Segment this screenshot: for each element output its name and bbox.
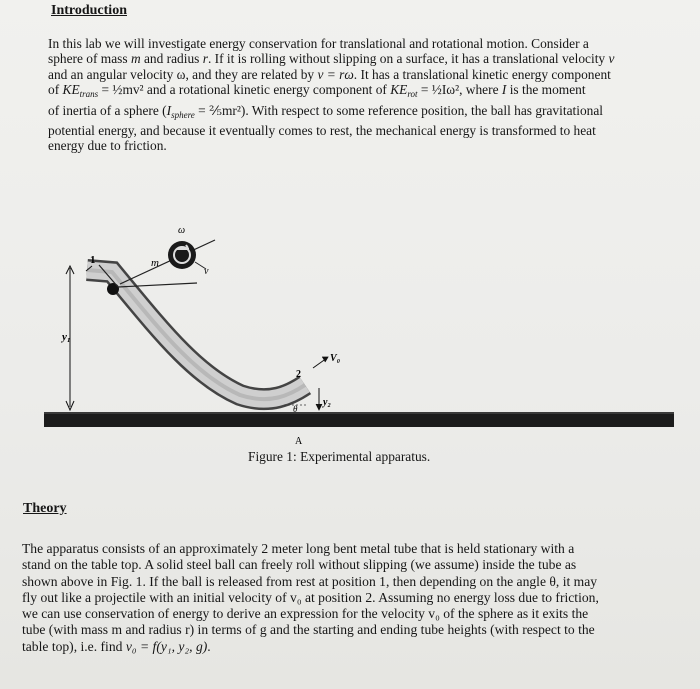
theta-label: θ — [293, 404, 298, 414]
theory-line-3: shown above in Fig. 1. If the ball is released from rest at position 1, then depending on the angle θ, it may — [22, 573, 598, 589]
v0-label: V₀ — [330, 353, 341, 364]
omega-label: ω — [178, 225, 186, 236]
y1-label: y₁ — [62, 331, 71, 343]
theory-heading: Theory — [23, 501, 67, 516]
position-1-label: 1 — [90, 254, 96, 266]
intro-line-1: In this lab we will investigate energy conservation for translational and rotational motion. Consider a — [48, 36, 589, 51]
intro-line-2: sphere of mass m and radius r. If it is rolling without slipping on a surface, it has a translational velocity v — [48, 51, 615, 67]
theory-line-6: tube (with mass m and radius r) in terms of g and the starting and ending tube heights (with respect to the — [22, 622, 595, 638]
theory-line-2: stand on the table top. A solid steel ball can freely roll without slipping (we assume) inside the tube as — [22, 557, 577, 573]
theory-line-1: The apparatus consists of an approximately 2 meter long bent metal tube that is held stationary with a — [22, 541, 575, 556]
steel-ball — [107, 283, 119, 295]
theory-line-4: fly out like a projectile with an initial velocity of v₀ at position 2. Assuming no energy loss due to friction, — [22, 589, 599, 605]
theory-line-7: table top), i.e. find v₀ = f(y₁, y₂, g). — [22, 638, 211, 654]
figure-caption: Figure 1: Experimental apparatus. — [248, 449, 431, 464]
intro-line-4: of $KE_{trans}$ = ½mv² and a rotational kinetic energy component of $KE_{rot}$ = ½Iω², where I is the moment — [48, 82, 586, 100]
intro-line-5: of inertia of a sphere ($I_{sphere}$ = ⅖mr²). With respect to some reference position, the ball has gravitational — [48, 102, 604, 120]
intro-line-6: potential energy, and because it eventually comes to rest, the mechanical energy is transformed to heat — [48, 123, 596, 139]
theory-paragraph — [22, 541, 599, 655]
theory-line-5: we can use conservation of energy to derive an expression for the velocity v₀ of the sphere as it exits the — [22, 606, 589, 622]
intro-line-7: energy due to friction. — [48, 138, 167, 154]
y2-label: y₂ — [323, 397, 331, 408]
intro-line-3: and an angular velocity ω, and they are related by v = rω. It has a translational kinetic energy component — [48, 66, 611, 82]
introduction-heading: Introduction — [51, 3, 127, 18]
mass-label: m — [151, 257, 159, 269]
position-2-label: 2 — [296, 369, 301, 380]
point-a-label: A — [295, 436, 303, 447]
rolling-sphere — [168, 241, 196, 269]
table-top — [44, 412, 674, 427]
velocity-label: v — [204, 266, 209, 277]
